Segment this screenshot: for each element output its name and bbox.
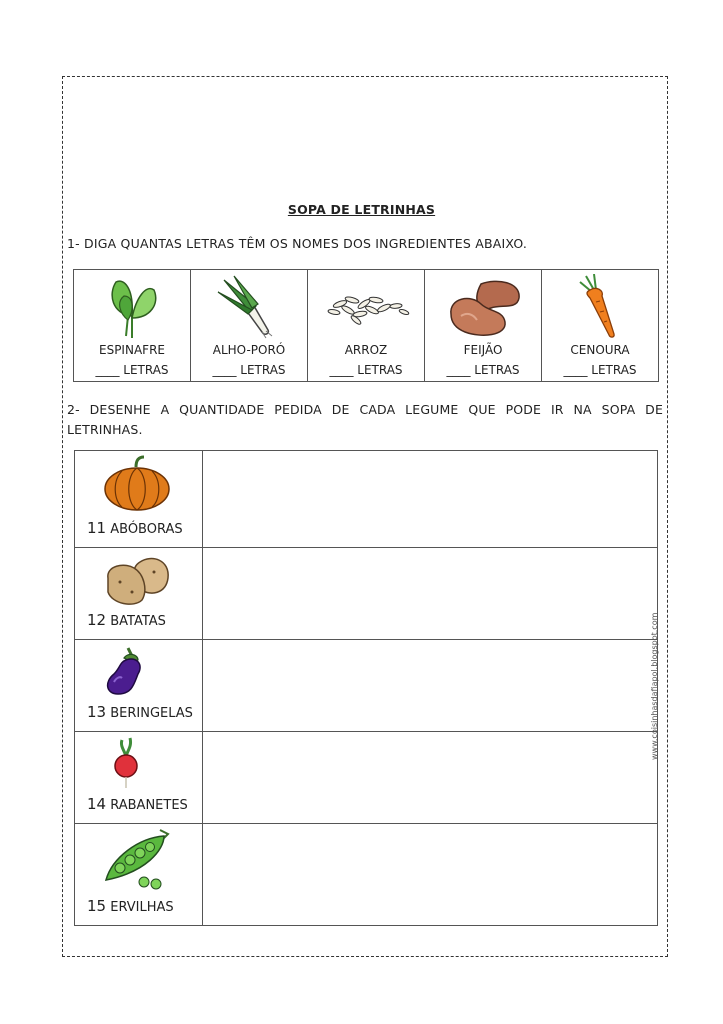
vegetable-name: BATATAS [110,614,166,629]
vegetable-name: ERVILHAS [110,900,174,915]
potato-icon [102,552,172,608]
ingredient-cell [425,270,542,381]
worksheet-title: SOPA DE LETRINHAS [287,202,436,217]
ingredient-cell [74,270,191,381]
ingredient-name: CENOURA [570,343,630,357]
vegetable-quantity: 14 [87,795,107,813]
vegetable-label-cell [75,732,203,823]
vegetable-row [75,451,657,548]
beans-icon [441,274,525,340]
letter-count-blank: ____ LETRAS [563,363,637,377]
letter-count-blank: ____ LETRAS [329,363,403,377]
vegetable-name: BERINGELAS [110,706,193,721]
vegetable-quantity: 15 [87,897,107,915]
letter-count-blank: ____ LETRAS [95,363,169,377]
vegetable-name: ABÓBORAS [110,522,183,537]
eggplant-icon [102,644,162,700]
ingredient-name: ESPINAFRE [99,343,165,357]
carrot-icon [572,274,628,340]
pumpkin-icon [102,455,172,513]
vegetable-label [87,703,193,721]
rice-icon [320,274,412,340]
vegetable-quantity: 12 [87,611,107,629]
vegetable-name: RABANETES [110,798,188,813]
spinach-icon [102,274,162,340]
ingredients-table [73,269,659,382]
question-2: 2- DESENHE A QUANTIDADE PEDIDA DE CADA LEGUME QUE PODE IR NA SOPA DE LETRINHAS. [67,402,663,437]
ingredient-name: ALHO-PORÓ [212,343,286,357]
radish-icon [102,736,152,792]
letter-count-blank: ____ LETRAS [446,363,520,377]
drawing-area[interactable] [203,548,657,639]
vegetable-label [87,611,166,629]
vegetable-label-cell [75,640,203,731]
vegetable-quantity: 13 [87,703,107,721]
drawing-area[interactable] [203,824,657,925]
ingredient-name: ARROZ [344,343,388,357]
vegetable-row [75,640,657,732]
drawing-area[interactable] [203,732,657,823]
ingredient-cell [542,270,658,381]
question-1: 1- DIGA QUANTAS LETRAS TÊM OS NOMES DOS INGREDIENTES ABAIXO. [67,236,528,251]
letter-count-blank: ____ LETRAS [212,363,286,377]
leek-icon [216,274,282,340]
vegetable-label [87,795,188,813]
drawing-area[interactable] [203,451,657,547]
vegetable-label-cell [75,451,203,547]
ingredient-cell [191,270,308,381]
vegetable-label-cell [75,824,203,925]
vegetable-row [75,548,657,640]
peas-icon [102,828,174,894]
vegetable-label [87,897,174,915]
drawing-area[interactable] [203,640,657,731]
vegetables-table [74,450,658,926]
ingredient-name: FEIJÃO [463,343,503,357]
vegetable-row [75,732,657,824]
vegetable-label-cell [75,548,203,639]
ingredient-cell [308,270,425,381]
vegetable-label [87,519,183,537]
watermark: www.coisinhasdafiapol.blogspot.com [650,612,659,760]
vegetable-quantity: 11 [87,519,107,537]
vegetable-row [75,824,657,925]
